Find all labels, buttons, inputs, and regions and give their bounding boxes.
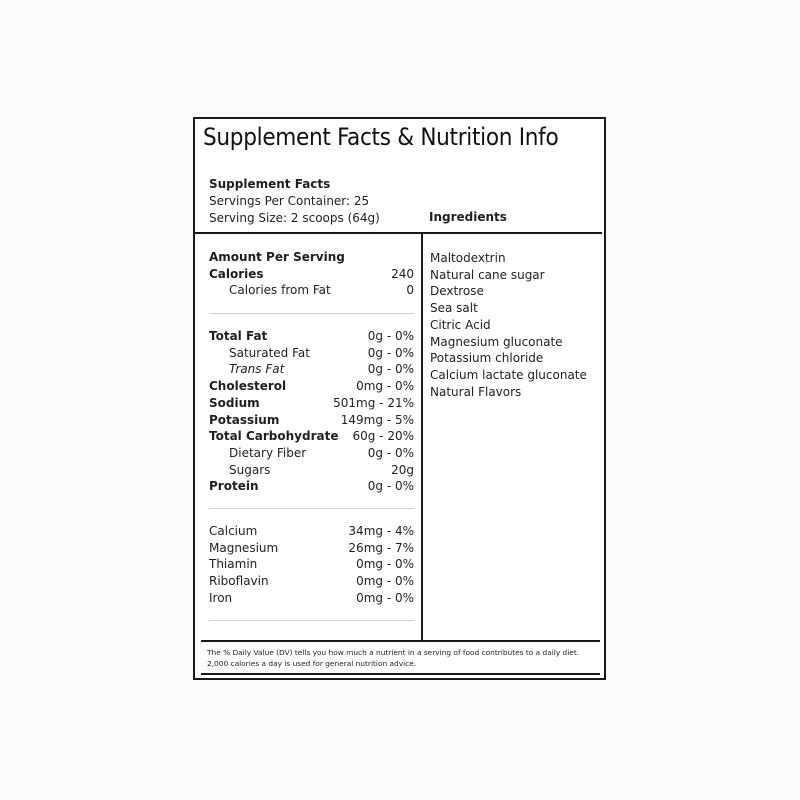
column-divider bbox=[421, 232, 423, 640]
nutrient-row: Total Carbohydrate 60g - 20% bbox=[209, 429, 414, 444]
ingredient-item: Calcium lactate gluconate bbox=[430, 367, 587, 382]
ingredient-item: Citric Acid bbox=[430, 317, 491, 332]
mineral-row: Iron 0mg - 0% bbox=[209, 590, 414, 605]
section-divider bbox=[209, 620, 414, 621]
nutrient-row: Sodium 501mg - 21% bbox=[209, 395, 414, 410]
calories-from-fat-row: Calories from Fat 0 bbox=[229, 283, 414, 298]
daily-value-footnote: The % Daily Value (DV) tells you how much a nutrient in a serving of food contributes to a daily diet. 2,000 calories a day is used for general nutrition advice. bbox=[207, 648, 580, 668]
serving-size: Serving Size: 2 scoops (64g) bbox=[209, 211, 380, 225]
nutrient-row: Potassium 149mg - 5% bbox=[209, 412, 414, 427]
ingredient-item: Potassium chloride bbox=[430, 351, 544, 366]
minerals-section bbox=[209, 523, 414, 607]
ingredient-item: Magnesium gluconate bbox=[430, 334, 563, 349]
nutrient-row: Sugars 20g bbox=[229, 462, 414, 477]
bottom-divider bbox=[201, 673, 600, 675]
mineral-row: Thiamin 0mg - 0% bbox=[209, 557, 414, 572]
supplement-heading: Supplement Facts bbox=[209, 177, 331, 191]
nutrient-row: Trans Fat 0g - 0% bbox=[229, 362, 414, 377]
supplement-header bbox=[209, 176, 429, 227]
nutrient-row: Cholesterol 0mg - 0% bbox=[209, 379, 414, 394]
nutrient-row: Total Fat 0g - 0% bbox=[209, 329, 414, 343]
mineral-row: Magnesium 26mg - 7% bbox=[209, 540, 414, 555]
amount-per-serving: Amount Per Serving bbox=[209, 250, 345, 264]
mineral-row: Calcium 34mg - 4% bbox=[209, 524, 414, 538]
nutrients-section bbox=[209, 328, 414, 495]
ingredient-item: Dextrose bbox=[430, 284, 484, 299]
ingredients-heading: Ingredients bbox=[429, 210, 507, 224]
ingredients-list bbox=[430, 250, 587, 400]
ingredient-item: Natural cane sugar bbox=[430, 267, 545, 282]
calories-row: Calories 240 bbox=[209, 266, 414, 281]
nutrient-row: Saturated Fat 0g - 0% bbox=[229, 345, 414, 360]
section-divider bbox=[209, 313, 414, 314]
mineral-row: Riboflavin 0mg - 0% bbox=[209, 574, 414, 589]
section-divider bbox=[209, 508, 414, 509]
ingredient-item: Natural Flavors bbox=[430, 384, 522, 399]
footer-divider bbox=[201, 640, 600, 642]
nutrient-row: Protein 0g - 0% bbox=[209, 479, 414, 494]
nutrition-panel bbox=[193, 117, 606, 680]
ingredient-item: Maltodextrin bbox=[430, 251, 506, 265]
ingredient-item: Sea salt bbox=[430, 301, 478, 316]
calories-section bbox=[209, 249, 414, 299]
page-title: Supplement Facts & Nutrition Info bbox=[203, 123, 559, 151]
nutrient-row: Dietary Fiber 0g - 0% bbox=[229, 445, 414, 460]
servings-per-container: Servings Per Container: 25 bbox=[209, 194, 370, 208]
header-divider bbox=[195, 232, 602, 234]
